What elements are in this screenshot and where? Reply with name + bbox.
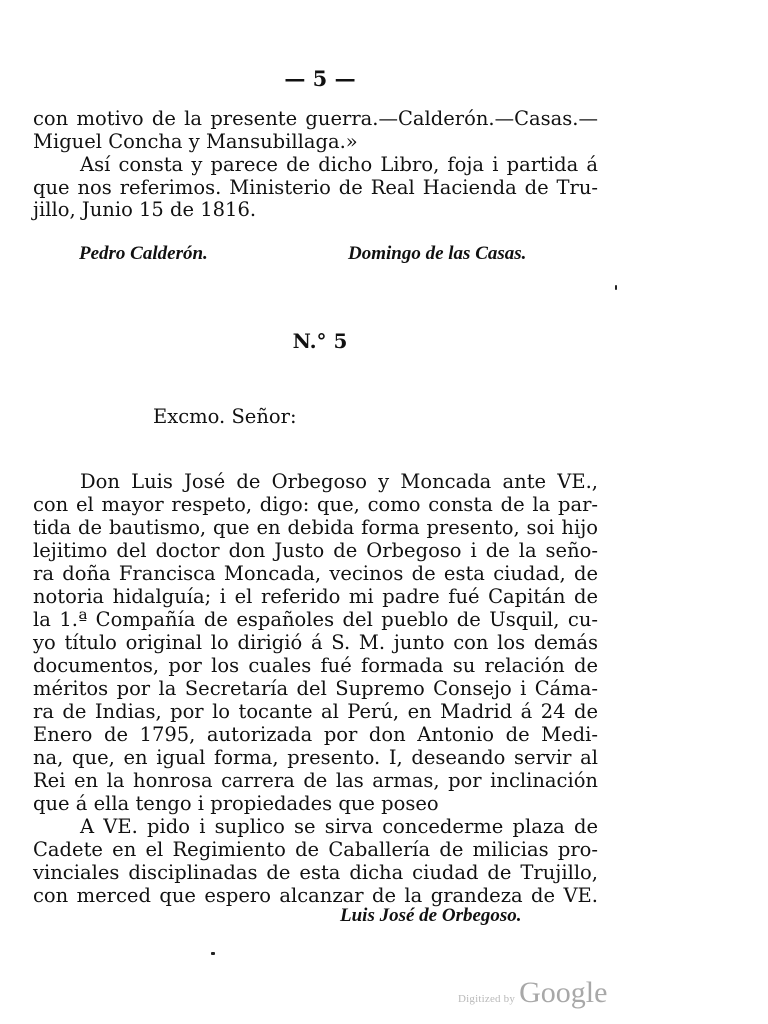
page-number: — 5 — xyxy=(284,66,356,91)
text-line: jillo, Junio 15 de 1816. xyxy=(33,198,257,221)
text-line: A VE. pido i suplico se sirva concederme plaza de xyxy=(80,815,598,838)
text-line: documentos, por los cuales fué formada su relación de xyxy=(33,654,598,677)
text-line: Miguel Concha y Mansubillaga.» xyxy=(33,130,358,153)
text-line: tida de bautismo, que en debida forma presento, soi hijo xyxy=(33,516,598,539)
text-line: Así consta y parece de dicho Libro, foja i partida á xyxy=(80,153,598,176)
text-line: na, que, en igual forma, presento. I, deseando servir al xyxy=(33,746,598,769)
watermark-small-text: Digitized by xyxy=(458,993,516,1005)
text-line: con el mayor respeto, digo: que, como consta de la par- xyxy=(33,493,598,516)
text-line: con merced que espero alcanzar de la grandeza de VE. xyxy=(33,884,598,907)
text-line: Don Luis José de Orbegoso y Moncada ante VE., xyxy=(80,470,598,493)
text-line: ra doña Francisca Moncada, vecinos de esta ciudad, de xyxy=(33,562,598,585)
signature-domingo-de-las-casas: Domingo de las Casas. xyxy=(348,243,527,264)
text-line: lejitimo del doctor don Justo de Orbegoso i de la seño- xyxy=(33,539,598,562)
salutation: Excmo. Señor: xyxy=(153,405,297,428)
text-line: vinciales disciplinadas de esta dicha ciudad de Trujillo, xyxy=(33,861,598,884)
watermark-google-logo: Google xyxy=(519,976,608,1009)
digitized-by-google-watermark xyxy=(458,976,607,1010)
text-line: que nos referimos. Ministerio de Real Hacienda de Tru- xyxy=(33,176,598,199)
text-line: ra de Indias, por lo tocante al Perú, en Madrid á 24 de xyxy=(33,700,598,723)
text-line: méritos por la Secretaría del Supremo Consejo i Cáma- xyxy=(33,677,598,700)
text-line: que á ella tengo i propiedades que poseo xyxy=(33,792,439,815)
text-line: Enero de 1795, autorizada por don Antonio de Medi- xyxy=(33,723,598,746)
signature-pedro-calderon: Pedro Calderón. xyxy=(79,243,208,264)
document-number: N.° 5 xyxy=(292,329,348,353)
ink-speck xyxy=(211,952,215,955)
text-line: Cadete en el Regimiento de Caballería de milicias pro- xyxy=(33,838,598,861)
ink-speck xyxy=(615,285,617,290)
text-line: con motivo de la presente guerra.—Calderón.—Casas.— xyxy=(33,107,598,130)
text-line: Rei en la honrosa carrera de las armas, por inclinación xyxy=(33,769,598,792)
text-line: la 1.ª Compañía de españoles del pueblo de Usquil, cu- xyxy=(33,608,598,631)
signature-luis-jose-de-orbegoso: Luis José de Orbegoso. xyxy=(340,905,522,926)
text-line: yo título original lo dirigió á S. M. junto con los demás xyxy=(33,631,598,654)
text-line: notoria hidalguía; i el referido mi padre fué Capitán de xyxy=(33,585,598,608)
